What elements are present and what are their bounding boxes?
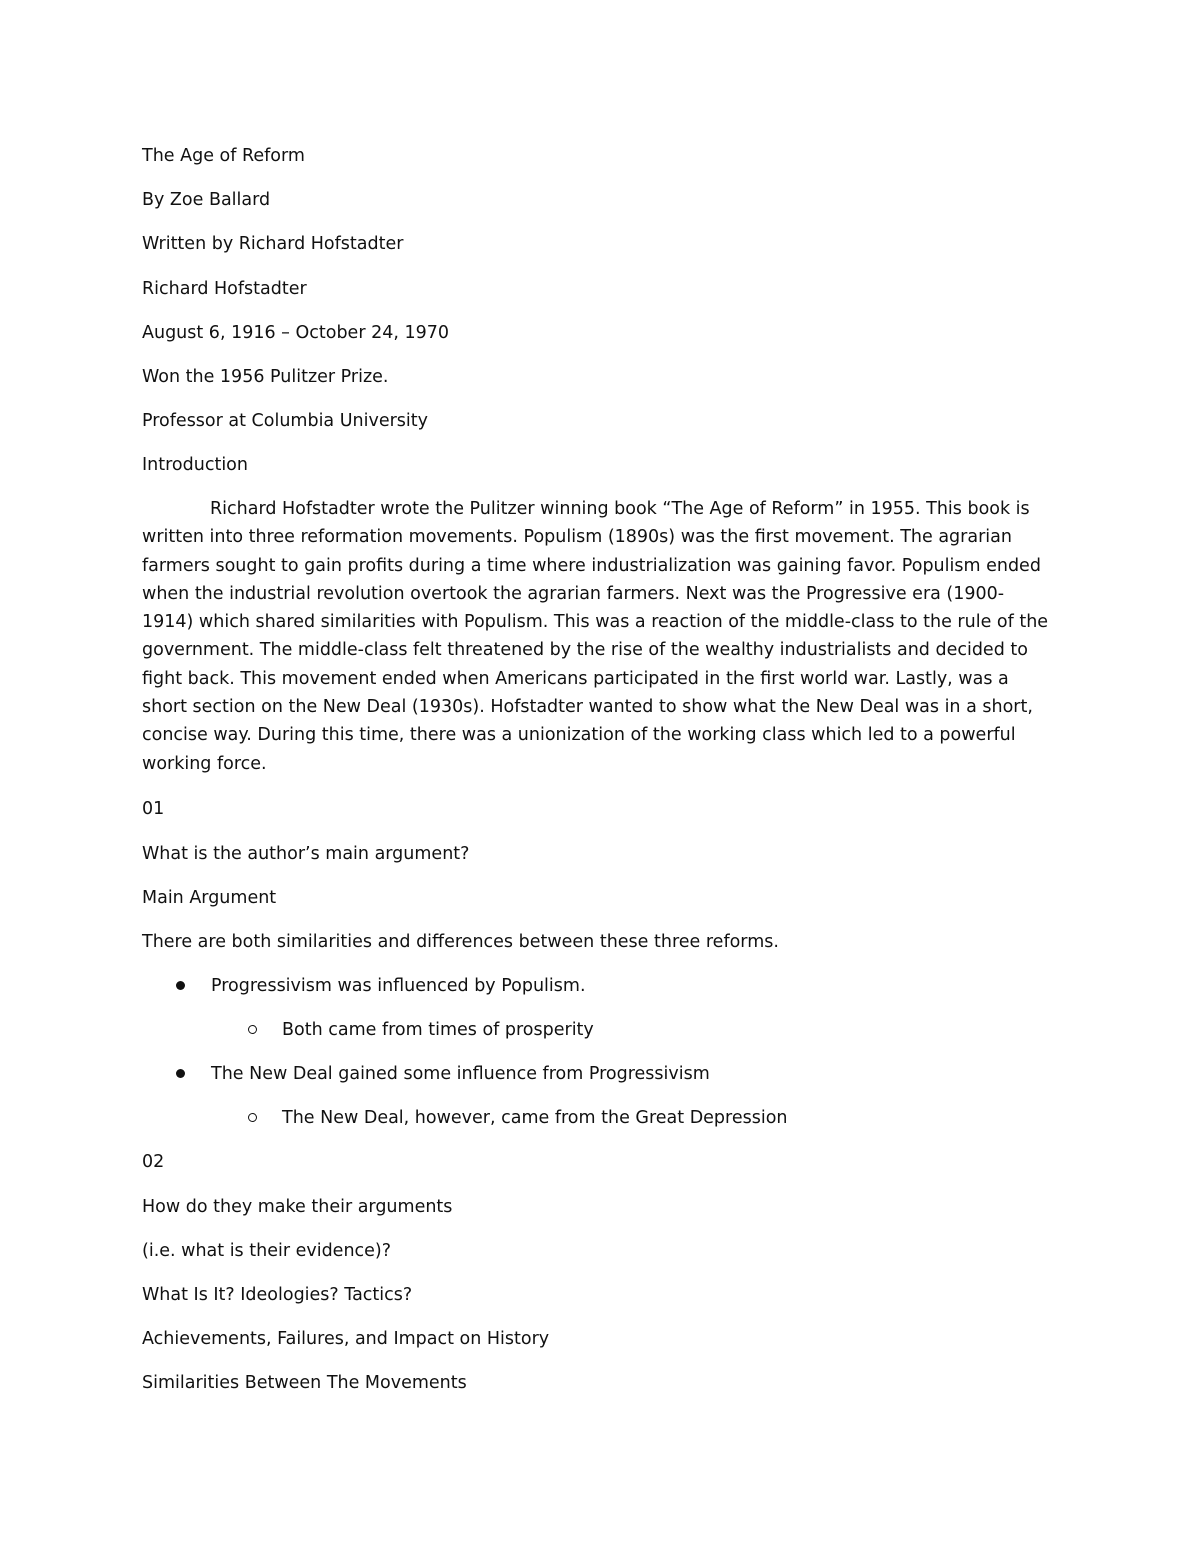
section-number-02: 02: [142, 1152, 165, 1172]
sub-bullet-circle-icon: [248, 1025, 257, 1034]
intro-heading: Introduction: [142, 455, 248, 475]
section1-heading: Main Argument: [142, 888, 277, 908]
written-by-line: Written by Richard Hofstadter: [142, 234, 404, 254]
bullet-dot-icon: [176, 981, 185, 990]
author-name: Richard Hofstadter: [142, 279, 307, 299]
bullet-item: Progressivism was influenced by Populism.: [211, 976, 586, 996]
section2-line-similarities: Similarities Between The Movements: [142, 1373, 467, 1393]
section2-line-achievements: Achievements, Failures, and Impact on History: [142, 1329, 550, 1349]
sub-bullet-circle-icon: [248, 1113, 257, 1122]
byline: By Zoe Ballard: [142, 190, 271, 210]
author-dates: August 6, 1916 – October 24, 1970: [142, 323, 450, 343]
section2-question: How do they make their arguments: [142, 1197, 453, 1217]
intro-paragraph: Richard Hofstadter wrote the Pulitzer winning book “The Age of Reform” in 1955. This book is written into three reformation movements. Populism (1890s) was the first movement. The agrarian farmers sought to gain profits during a time where industrialization was gaining favor. Populism ended when the industrial revolution overtook the agrarian farmers. Next was the Progressive era (1900-1914) which shared similarities with Populism. This was a reaction of the middle-class to the rule of the government. The middle-class felt threatened by the rise of the wealthy industrialists and decided to fight back. This movement ended when Americans participated in the first world war. Lastly, was a short section on the New Deal (1930s). Hofstadter wanted to show what the New Deal was in a short, concise way. During this time, there was a unionization of the working class which led to a powerful working force.: [142, 499, 1049, 774]
award-line: Won the 1956 Pulitzer Prize.: [142, 367, 389, 387]
sub-bullet-item: Both came from times of prosperity: [282, 1020, 594, 1040]
section-number-01: 01: [142, 799, 165, 819]
sub-bullet-item: The New Deal, however, came from the Great Depression: [282, 1108, 788, 1128]
document-title: The Age of Reform: [142, 146, 305, 166]
bullet-item: The New Deal gained some influence from Progressivism: [211, 1064, 710, 1084]
section1-statement: There are both similarities and differences between these three reforms.: [142, 932, 779, 952]
section2-line-ideologies: What Is It? Ideologies? Tactics?: [142, 1285, 413, 1305]
bullet-dot-icon: [176, 1069, 185, 1078]
section1-question: What is the author’s main argument?: [142, 844, 470, 864]
position-line: Professor at Columbia University: [142, 411, 428, 431]
section2-question-cont: (i.e. what is their evidence)?: [142, 1241, 392, 1261]
